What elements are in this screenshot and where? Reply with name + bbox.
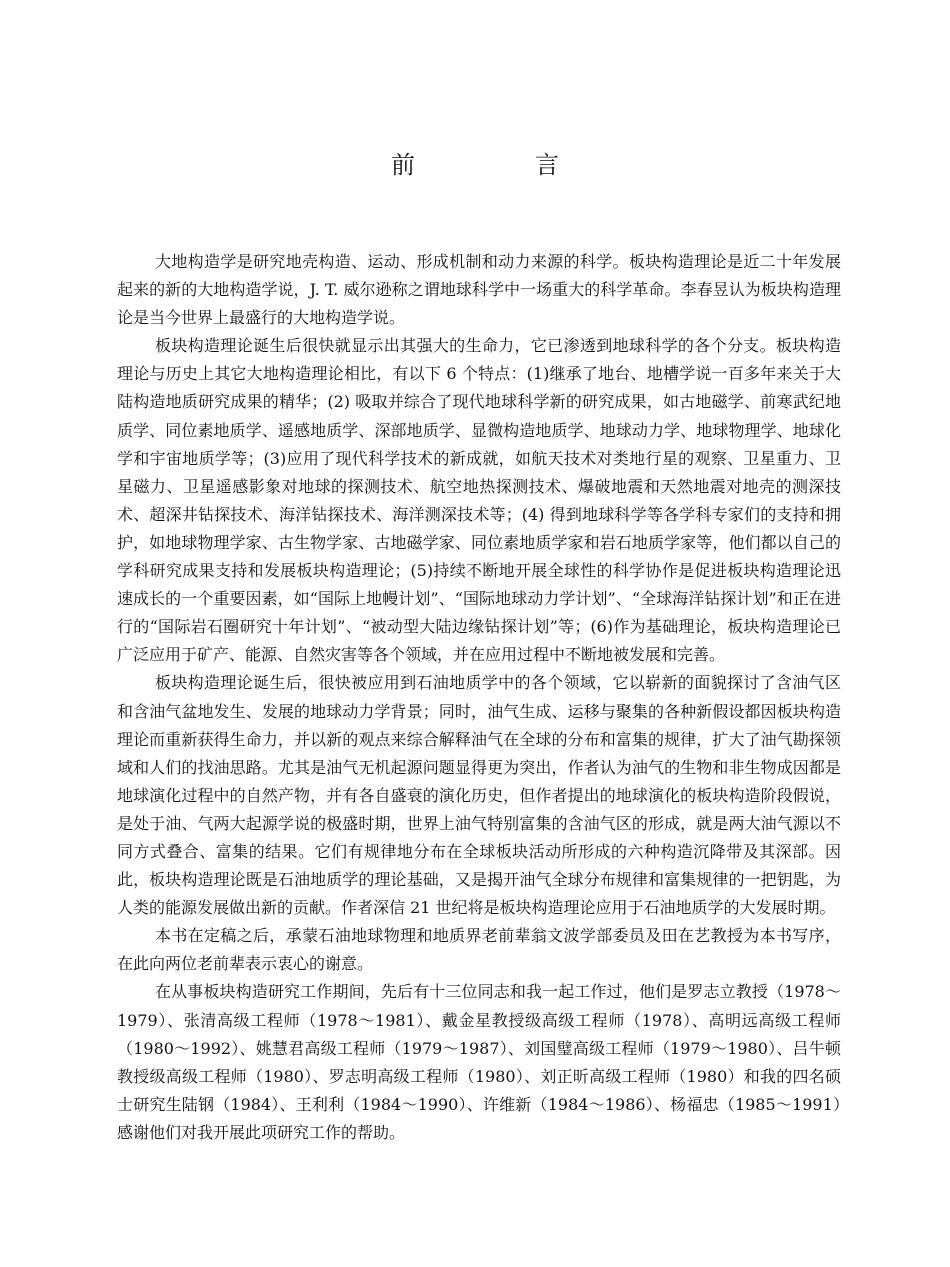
paragraph-features: 板块构造理论诞生后很快就显示出其强大的生命力，它已渗透到地球科学的各个分支。板块构造理论与历史上其它大地构造理论相比，有以下 6 个特点：(1)继承了地台、地槽学说一百多年来关于大陆构造地质研究成果的精华；(2) 吸取并综合了现代地球科学新的研究成果，如古地磁学、前寒武纪地质学、同位素地质学、遥感地质学、深部地质学、显微构造地质学、地球动力学、地球物理学、地球化学和宇宙地质学等；(3)应用了现代科学技术的新成就，如航天技术对类地行星的观察、卫星重力、卫星磁力、卫星遥感影象对地球的探测技术、航空地热探测技术、爆破地震和天然地震对地壳的测深技术、超深井钻探技术、海洋钻探技术、海洋测深技术等；(4) 得到地球科学等各学科专家们的支持和拥护，如地球物理学家、古生物学家、古地磁学家、同位素地质学家和岩石地质学家等，他们都以自己的学科研究成果支持和发展板块构造理论；(5)持续不断地开展全球性的科学协作是促进板块构造理论迅速成长的一个重要因素，如“国际上地幔计划”、“国际地球动力学计划”、“全球海洋钻探计划”和正在进行的“国际岩石圈研究十年计划”、“被动型大陆边缘钻探计划”等；(6)作为基础理论，板块构造理论已广泛应用于矿产、能源、自然灾害等各个领域，并在应用过程中不断地被发展和完善。	[117, 336, 841, 665]
paragraph-petroleum-geology: 板块构造理论诞生后，很快被应用到石油地质学中的各个领域，它以崭新的面貌探讨了含油气区和含油气盆地发生、发展的地球动力学背景；同时，油气生成、运移与聚集的各种新假设都因板块构造理论而重新获得生命力，并以新的观点来综合解释油气在全球的分布和富集的规律，扩大了油气勘探领域和人们的找油思路。尤其是油气无机起源问题显得更为突出，作者认为油气的生物和非生物成因都是地球演化过程中的自然产物，并有各自盛衰的演化历史，但作者提出的地球演化的板块构造阶段假说，是处于油、气两大起源学说的极盛时期，世界上油气特别富集的含油气区的形成，就是两大油气源以不同方式叠合、富集的结果。它们有规律地分布在全球板块活动所形成的六种构造沉降带及其深部。因此，板块构造理论既是石油地质学的理论基础，又是揭开油气全球分布规律和富集规律的一把钥匙，为人类的能源发展做出新的贡献。作者深信 21 世纪将是板块构造理论应用于石油地质学的大发展时期。	[117, 673, 841, 918]
paragraph-intro: 大地构造学是研究地壳构造、运动、形成机制和动力来源的科学。板块构造理论是近二十年发展起来的新的大地构造学说，J. T. 威尔逊称之谓地球科学中一场重大的科学革命。李春昱认为板块构造理论是当今世界上最盛行的大地构造学说。	[117, 252, 841, 328]
page-title: 前 言	[391, 151, 607, 179]
body-text	[117, 248, 841, 1147]
paragraph-acknowledgement-colleagues: 在从事板块构造研究工作期间，先后有十三位同志和我一起工作过，他们是罗志立教授（1978～1979）、张清高级工程师（1978～1981）、戴金星教授级高级工程师（1978）、高明远高级工程师（1980～1992）、姚慧君高级工程师（1979～1987）、刘国璧高级工程师（1979～1980）、吕牛顿教授级高级工程师（1980）、罗志明高级工程师（1980）、刘正昕高级工程师（1980）和我的四名硕士研究生陆钢（1984）、王利利（1984～1990）、许维新（1984～1986）、杨福忠（1985～1991）感谢他们对我开展此项研究工作的帮助。	[117, 982, 841, 1142]
paragraph-acknowledgement-preface: 本书在定稿之后，承蒙石油地球物理和地质界老前辈翁文波学部委员及田在艺教授为本书写序，在此向两位老前辈表示衷心的谢意。	[117, 926, 841, 974]
